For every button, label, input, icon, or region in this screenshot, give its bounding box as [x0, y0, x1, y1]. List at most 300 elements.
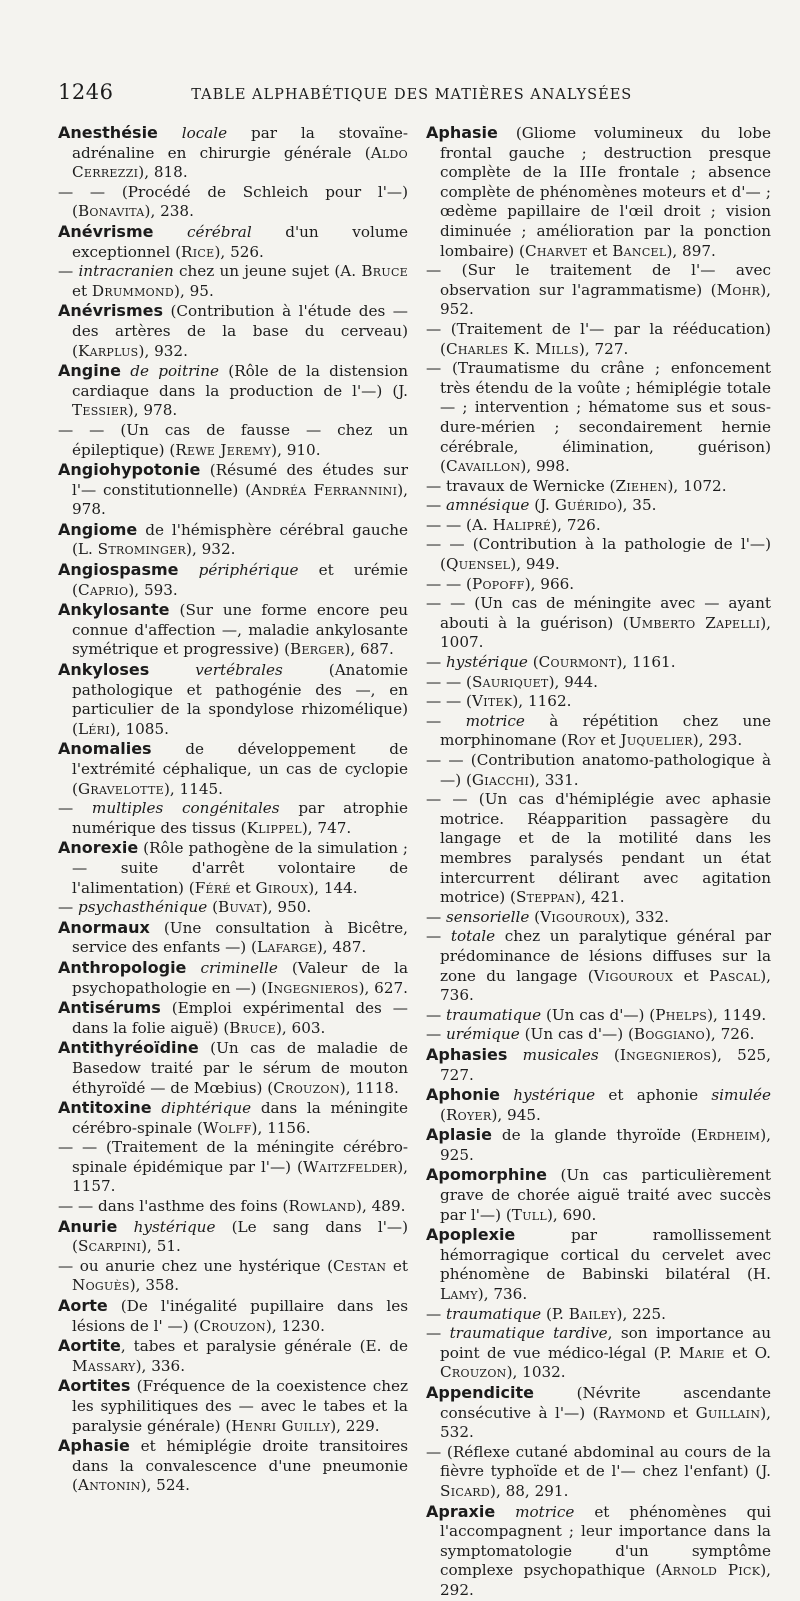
entry-text	[153, 223, 187, 241]
entry-qualifier: hystérique	[446, 653, 528, 672]
entry-qualifier: de poitrine	[130, 362, 219, 381]
entry-text: (	[440, 1105, 446, 1124]
entry-author: Ziehen	[615, 476, 668, 495]
entry-headword: Anomalies	[58, 739, 152, 759]
index-entry	[426, 751, 771, 790]
entry-headword: Antisérums	[58, 998, 161, 1018]
entry-text: — — (Contribution à la pathologie de l'—) (	[426, 535, 771, 574]
entry-headword: Anesthésie	[58, 123, 158, 142]
index-entry	[426, 1006, 771, 1026]
entry-headword: Anévrismes	[58, 301, 163, 321]
entry-text: ), 238.	[144, 202, 194, 221]
entry-text: — (Traitement de l'— par la rééducation) (	[426, 319, 771, 358]
entry-text: ), 225.	[616, 1304, 666, 1323]
entry-text: —	[426, 496, 447, 515]
entry-author: Giroux	[255, 878, 309, 897]
entry-qualifier: hystérique	[513, 1086, 596, 1105]
index-entry	[426, 1125, 771, 1165]
entry-text	[117, 1218, 133, 1236]
entry-text: ), 726.	[551, 515, 601, 534]
index-entry	[58, 918, 408, 958]
index-entry	[58, 1257, 408, 1296]
entry-text: ), 421.	[575, 888, 625, 907]
entry-qualifier: intracranien	[78, 262, 174, 281]
entry-text: et	[587, 241, 613, 260]
index-entry	[426, 927, 771, 1005]
entry-author: Waitzfelder	[302, 1157, 398, 1176]
index-entry	[58, 1376, 408, 1436]
entry-text: — — (Un cas de fausse — chez un épileptique) (	[58, 420, 408, 459]
index-entry	[58, 1436, 408, 1496]
entry-author: Bonavita	[77, 202, 145, 221]
entry-text: (De l'inégalité pupillaire dans les lésions de l' —) (	[72, 1297, 408, 1335]
entry-headword: Anévrisme	[58, 221, 154, 241]
entry-author: Bruce	[361, 262, 409, 281]
entry-text: ), 998.	[520, 457, 570, 476]
entry-text: —	[58, 898, 79, 917]
entry-text: — — (Procédé de Schleich pour l'—) (	[58, 182, 408, 221]
index-entry	[58, 460, 408, 520]
entry-author: Cavaillon	[445, 457, 521, 476]
entry-author: Rowland	[288, 1197, 357, 1216]
entry-text: et	[595, 731, 621, 750]
entry-author: Crouzon	[199, 1316, 266, 1335]
entry-text: , tabes et paralysie générale (E. de	[120, 1337, 408, 1356]
entry-author: Karplus	[77, 341, 139, 360]
entry-text: ), 331.	[529, 770, 579, 789]
entry-headword: Aphasie	[58, 1436, 130, 1456]
entry-text: par atrophie numérique des tissus (	[72, 799, 408, 837]
entry-text: ), 593.	[128, 580, 178, 599]
index-entry	[426, 594, 771, 653]
entry-author: Charvet	[524, 241, 588, 260]
index-entry	[426, 1045, 771, 1085]
index-entry	[58, 1197, 408, 1217]
index-entry	[426, 575, 771, 595]
entry-text: ), 727.	[578, 339, 629, 358]
entry-text: ), 95.	[174, 281, 214, 300]
entry-text: ), 525, 727.	[440, 1045, 771, 1084]
entry-text: ), 910.	[271, 440, 321, 459]
entry-author: Bruce	[229, 1018, 276, 1037]
entry-text: ), 932.	[186, 540, 236, 559]
entry-text: — (Réflexe cutané abdominal au cours de la fièvre typhoïde et de l'— chez l'enfant) (J.	[426, 1442, 771, 1481]
index-entry	[58, 520, 408, 560]
entry-text: , son importance au point de vue médico-légal (P.	[440, 1324, 771, 1362]
entry-author: Tessier	[72, 401, 128, 420]
entry-headword: Aphasie	[426, 123, 498, 142]
entry-headword: Aorte	[58, 1296, 108, 1316]
entry-headword: Anorexie	[58, 838, 139, 858]
entry-headword: Antitoxine	[58, 1098, 152, 1118]
entry-text: — ou anurie chez une hystérique (	[58, 1256, 334, 1275]
entry-text: — — (Contribution anatomo-pathologique à —) (	[426, 751, 771, 789]
entry-author: Noguès	[72, 1276, 130, 1295]
entry-headword: Aortite	[58, 1336, 121, 1356]
index-entry	[426, 1225, 771, 1304]
entry-qualifier: traumatique	[446, 1304, 542, 1323]
entry-text: ), 532.	[440, 1403, 772, 1442]
entry-text: — (Sur le traitement de l'— avec observation sur l'agrammatisme) (	[426, 261, 771, 299]
entry-text: ), 897.	[666, 241, 716, 260]
entry-author: Erdheim	[696, 1126, 761, 1145]
entry-text: ), 945.	[491, 1105, 541, 1124]
index-entry	[58, 600, 408, 660]
entry-text: ), 1156.	[251, 1118, 311, 1137]
entry-text: d'un volume exceptionnel (	[72, 222, 409, 261]
entry-headword: Apomorphine	[426, 1165, 547, 1185]
running-title: TABLE ALPHABÉTIQUE DES MATIÈRES ANALYSÉES	[191, 87, 633, 103]
entry-author: Roy	[567, 731, 596, 750]
page-number: 1246	[58, 80, 114, 104]
entry-author: Massary	[72, 1356, 136, 1375]
entry-headword: Angiohypotonie	[58, 460, 201, 480]
entry-text: ), 1149.	[707, 1005, 767, 1024]
entry-author: Vigouroux	[540, 907, 620, 926]
entry-text: (Résumé des études sur l'— constitutionnelle) (	[72, 461, 408, 499]
entry-text: ), 1118.	[339, 1078, 399, 1097]
entry-author: Sauriquet	[471, 672, 549, 691]
entry-author: Féré	[194, 878, 231, 897]
entry-headword: Apoplexie	[426, 1225, 516, 1245]
index-entry	[58, 1296, 408, 1336]
entry-author: Léri	[77, 719, 110, 738]
entry-author: Henri Guilly	[231, 1416, 331, 1435]
entry-text: ), 1032.	[506, 1363, 566, 1382]
index-entry	[426, 1305, 771, 1325]
entry-text: (Un cas d'—) (	[541, 1005, 656, 1024]
entry-text: (Le sang dans l'—) (	[72, 1217, 408, 1256]
index-entry	[426, 1165, 771, 1225]
entry-text: ), 966.	[524, 574, 575, 593]
index-entry	[58, 361, 408, 421]
entry-text: ), 603.	[275, 1018, 326, 1037]
entry-author: Ingegnieros	[267, 978, 359, 997]
entry-text: ), 1145.	[163, 779, 224, 798]
entry-text: ), 950.	[261, 898, 312, 917]
entry-author: Ingegnieros	[619, 1045, 712, 1064]
entry-text: chez un paralytique général par prédominance de lésions diffuses sur la zone du langage (	[440, 927, 772, 985]
entry-text: — — (	[426, 574, 472, 593]
entry-text: (	[207, 898, 219, 917]
entry-author: Strominger	[97, 540, 187, 559]
entry-author: Aldo Cerrezzi	[72, 143, 408, 182]
entry-headword: Apraxie	[426, 1501, 496, 1521]
entry-text: (Sur une forme encore peu connue d'affection —, maladie ankylosante symétrique et progressive) (	[72, 601, 408, 659]
index-entry	[58, 1098, 408, 1138]
entry-headword: Aortites	[58, 1376, 131, 1396]
entry-text	[495, 1503, 515, 1521]
entry-author: Tull	[511, 1205, 547, 1224]
entry-text: ), 292.	[440, 1561, 771, 1599]
entry-text: (P.	[541, 1304, 569, 1323]
entry-text: (Fréquence de la coexistence chez les syphilitiques des — avec le tabes et la paralysie générale) (	[72, 1377, 408, 1435]
index-entry	[426, 1085, 771, 1125]
entry-text: ), 332.	[619, 907, 669, 926]
entry-text: (Anatomie pathologique et pathogénie des —, en particulier de la spondylose rhizomélique) (	[72, 661, 408, 738]
entry-text: —	[426, 907, 447, 926]
entry-headword: Aphasies	[426, 1044, 508, 1064]
entry-text: et phénomènes qui l'accompagnent ; leur importance dans la symptomatologie d'un symptôme complexe psychopathique (	[440, 1502, 771, 1580]
entry-text: —	[426, 1025, 447, 1044]
entry-text: ), 944.	[548, 672, 598, 691]
entry-author: Andréa Ferrannini	[251, 480, 398, 499]
entry-text: —	[58, 262, 79, 281]
index-entry	[58, 183, 408, 222]
index-entry	[58, 898, 408, 918]
entry-text	[179, 561, 199, 579]
entry-text: (Rôle de la distension cardiaque dans la production de l'—) (J.	[72, 362, 408, 400]
entry-text: ), 526.	[214, 242, 264, 261]
entry-text: ), 978.	[72, 480, 408, 519]
entry-author: Antonin	[77, 1476, 141, 1495]
index-entry	[58, 958, 408, 998]
index-entry	[426, 1025, 771, 1045]
index-entry	[58, 301, 408, 361]
entry-text: ), 690.	[546, 1205, 597, 1224]
entry-headword: Appendicite	[426, 1383, 534, 1402]
entry-text: — (Traumatisme du crâne ; enfoncement très étendu de la voûte ; hémiplégie totale — ; intervention ; hématome sus et sous-dure-mérien ; secondairement hernie cérébrale, élimination, guérison) (	[426, 359, 771, 476]
entry-text: ), 1072.	[667, 476, 727, 495]
entry-text: ), 144.	[308, 878, 358, 897]
entry-text: (Névrite ascendante consécutive à l'—) (	[440, 1384, 771, 1422]
entry-qualifier: multiples congénitales	[91, 799, 280, 818]
entry-text: — — (Traitement de la méningite cérébro-spinale épidémique par l'—) (	[58, 1138, 408, 1176]
entry-headword: Aphonie	[426, 1085, 500, 1105]
entry-text: et O.	[724, 1343, 771, 1362]
entry-author: Berger	[290, 640, 345, 659]
entry-author: Vigouroux	[593, 966, 674, 985]
index-entry	[426, 1502, 771, 1601]
entry-author: Guillain	[695, 1403, 761, 1422]
entry-text: (Une consultation à Bicêtre, service des enfants —) (	[72, 918, 408, 957]
entry-author: Guérido	[554, 496, 617, 515]
entry-text: ), 51.	[141, 1237, 181, 1256]
entry-author: Bailey	[568, 1304, 617, 1323]
index-entry	[58, 123, 408, 183]
entry-text: —	[58, 799, 92, 818]
entry-text: ), 949.	[510, 555, 560, 574]
index-entry	[426, 653, 771, 673]
entry-author: Vitek	[471, 692, 513, 711]
entry-author: Bancel	[612, 241, 667, 260]
entry-text: ), 736.	[440, 966, 771, 1005]
entry-headword: Aplasie	[426, 1125, 492, 1145]
entry-author: Phelps	[655, 1005, 708, 1024]
entry-text	[152, 1099, 162, 1117]
entry-text: (Rôle pathogène de la simulation ; — suite d'arrêt volontaire de l'alimentation) (	[72, 839, 408, 897]
entry-author: Juquelier	[620, 731, 693, 750]
entry-headword: Antithyréoïdine	[58, 1038, 199, 1058]
entry-headword: Angiome	[58, 519, 138, 539]
entry-text: ), 489.	[356, 1197, 406, 1216]
entry-qualifier: psychasthénique	[78, 898, 208, 917]
index-entry	[58, 560, 408, 600]
entry-text: —	[426, 1324, 450, 1343]
entry-author: Arnold Pick	[661, 1561, 761, 1580]
entry-text: ), 293.	[692, 731, 743, 750]
entry-author: Boggiano	[633, 1025, 705, 1044]
entry-text: par la stovaïne-adrénaline en chirurgie générale (	[72, 124, 408, 162]
entry-author: Lamy	[440, 1285, 478, 1304]
entry-text: — travaux de Wernicke (	[426, 476, 616, 495]
entry-qualifier: locale	[181, 124, 228, 142]
entry-author: Crouzon	[440, 1363, 507, 1382]
index-entry	[58, 998, 408, 1038]
entry-qualifier: urémique	[446, 1025, 520, 1044]
entry-text: ), 925.	[440, 1126, 771, 1164]
index-entry	[426, 261, 771, 320]
entry-text	[158, 124, 182, 142]
entry-text: ), 229.	[330, 1416, 380, 1435]
entry-qualifier: traumatique	[446, 1005, 542, 1024]
entry-qualifier: diphtérique	[161, 1099, 252, 1118]
entry-text: ), 336.	[135, 1356, 186, 1375]
entry-text: (J.	[529, 496, 555, 515]
left-column	[58, 123, 408, 1496]
entry-text	[507, 1046, 522, 1064]
entry-qualifier: sensorielle	[446, 907, 530, 926]
entry-qualifier: criminelle	[200, 958, 278, 977]
entry-text: (Valeur de la psychopathologie en —) (	[72, 958, 409, 997]
entry-qualifier: motrice	[465, 711, 525, 730]
entry-text	[149, 661, 195, 679]
entry-author: Klippel	[246, 818, 302, 837]
index-entry	[426, 516, 771, 536]
index-entry	[58, 1336, 408, 1376]
entry-text: —	[426, 1304, 447, 1323]
entry-text: ), 687.	[344, 640, 394, 659]
entry-text: de développement de l'extrémité céphalique, un cas de cyclopie (	[72, 740, 408, 798]
entry-author: Halipré	[492, 515, 552, 534]
entry-author: Lafarge	[256, 938, 317, 957]
entry-text: et urémie (	[72, 561, 409, 599]
entry-text: (Un cas de maladie de Basedow traité par le sérum de mouton éthyroïdé — de Mœbius) (	[72, 1039, 408, 1097]
entry-text: — — (A.	[426, 515, 493, 534]
entry-text: ), 1230.	[265, 1316, 325, 1335]
entry-text: —	[426, 927, 451, 946]
entry-qualifier: périphérique	[198, 561, 299, 580]
index-entry	[58, 799, 408, 838]
entry-text: —	[426, 1005, 447, 1024]
entry-text: —	[426, 653, 447, 672]
entry-author: Marie	[678, 1343, 725, 1362]
index-entry	[58, 421, 408, 460]
entry-text: ), 627.	[358, 978, 408, 997]
entry-author: Popoff	[471, 574, 525, 593]
entry-text: ), 35.	[616, 496, 657, 515]
entry-text: (Un cas particulièrement grave de chorée aiguë traité avec succès par l'—) (	[440, 1166, 771, 1224]
entry-author: Crouzon	[273, 1078, 340, 1097]
index-entry	[426, 712, 771, 751]
entry-text: ), 88, 291.	[490, 1481, 569, 1500]
entry-text: (	[527, 653, 539, 672]
entry-text: par ramollissement hémorragique cortical du cervelet avec phénomène de Babinski bilatéral (H.	[440, 1226, 771, 1284]
entry-text: et	[665, 1403, 696, 1422]
index-entry	[426, 1324, 771, 1383]
entry-text	[121, 362, 130, 380]
entry-text: ), 818.	[138, 163, 188, 182]
entry-author: Drummond	[91, 281, 175, 300]
entry-author: Caprio	[77, 580, 129, 599]
entry-text: ), 1085.	[109, 719, 169, 738]
entry-author: Pascal	[709, 966, 761, 985]
entry-author: Steppan	[515, 888, 576, 907]
entry-text: ), 736.	[477, 1285, 528, 1304]
entry-text: et	[386, 1256, 408, 1275]
index-entry	[58, 262, 408, 301]
entry-text: et	[673, 966, 710, 985]
entry-text: ), 932.	[138, 341, 188, 360]
index-entry	[426, 673, 771, 693]
entry-text: à répétition chez une morphinomane (	[440, 711, 772, 750]
entry-headword: Anormaux	[58, 917, 150, 937]
entry-text: dans la méningite cérébro-spinale (	[72, 1099, 408, 1137]
entry-headword: Ankylosante	[58, 600, 170, 620]
page-header	[58, 80, 750, 110]
entry-text: de l'hémisphère cérébral gauche (L.	[72, 520, 408, 559]
entry-text: — — (	[426, 692, 472, 711]
entry-author: Mohr	[716, 280, 761, 299]
index-entry	[426, 790, 771, 908]
entry-qualifier: vertébrales	[195, 661, 283, 680]
index-entry	[426, 1383, 771, 1443]
entry-text: (	[529, 907, 541, 926]
entry-author: Royer	[445, 1105, 492, 1124]
index-entry	[426, 1443, 771, 1502]
index-entry	[58, 1138, 408, 1197]
entry-author: Wolff	[202, 1118, 252, 1137]
entry-text: ), 747.	[301, 818, 352, 837]
entry-text: ), 726.	[705, 1025, 755, 1044]
index-entry	[426, 477, 771, 497]
entry-text: ), 1007.	[440, 613, 771, 652]
entry-headword: Anurie	[58, 1216, 118, 1236]
entry-text: — — (Un cas de méningite avec — ayant abouti à la guérison) (	[426, 594, 771, 632]
entry-text: — — (	[426, 672, 472, 691]
entry-author: Cestan	[333, 1256, 387, 1275]
entry-author: Buvat	[218, 898, 262, 917]
entry-text: chez un jeune sujet (A.	[173, 262, 362, 281]
entry-qualifier: cérébral	[187, 222, 252, 241]
entry-headword: Angiospasme	[58, 560, 179, 580]
index-entry	[58, 660, 408, 739]
entry-qualifier: musicales	[522, 1045, 599, 1064]
entry-author: Rewe Jeremy	[175, 440, 272, 459]
index-entry	[426, 359, 771, 477]
entry-text: (Un cas d'—) (	[519, 1025, 634, 1044]
entry-qualifier: amnésique	[446, 496, 530, 515]
entry-author: Raymond	[598, 1403, 666, 1422]
index-entry	[426, 535, 771, 574]
entry-headword: Angine	[58, 361, 121, 381]
entry-author: Courmont	[538, 653, 617, 672]
entry-headword: Ankyloses	[58, 660, 150, 680]
entry-author: Sicard	[440, 1481, 491, 1500]
index-entry	[426, 123, 771, 261]
entry-author: Quensel	[445, 555, 511, 574]
index-entry	[426, 496, 771, 516]
index-entry	[58, 222, 408, 262]
entry-author: Gravelotte	[77, 779, 164, 798]
entry-text: (Gliome volumineux du lobe frontal gauche ; destruction presque complète de la IIIe frontale ; absence complète de phénomènes moteurs et d'— ; œdème papillaire de l'œil droit ; vision diminuée ; amélioration par la ponction lombaire) (	[440, 124, 771, 260]
entry-qualifier: hystérique	[133, 1217, 216, 1236]
index-entry	[58, 838, 408, 898]
entry-text: —	[426, 711, 466, 730]
entry-author: Scarpini	[77, 1237, 142, 1256]
entry-text: (Contribution à l'étude des — des artères de la base du cerveau) (	[72, 302, 408, 360]
entry-author: Rice	[181, 242, 215, 261]
